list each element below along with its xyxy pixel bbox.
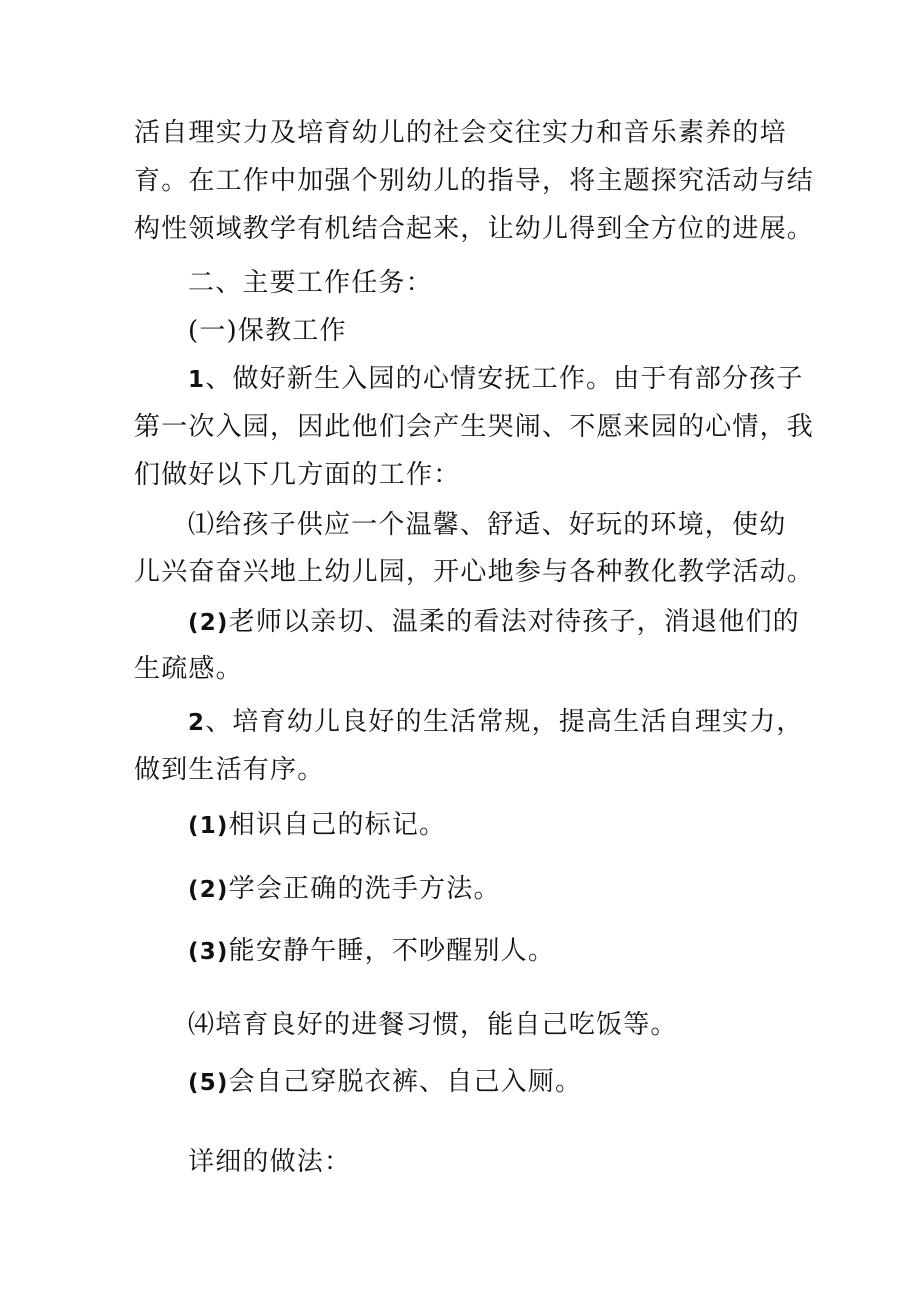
item2-sub-4-text: ⑷培育良好的进餐习惯，能自己吃饭等。 [188, 1010, 678, 1040]
item1-line-3: 们做好以下几方面的工作： [134, 460, 461, 490]
item1-number: 1 [188, 367, 206, 393]
item1-sub1-line-1: ⑴给孩子供应一个温馨、舒适、好玩的环境，使幼 [188, 510, 787, 540]
item2-sub-2 [188, 868, 501, 905]
item2-number: 2 [188, 710, 206, 736]
item2-sub-3 [188, 930, 555, 967]
item1-sub2-number: (2) [188, 610, 229, 636]
item2-line-1 [188, 701, 804, 738]
section-heading-tasks: 二、主要工作任务： [188, 268, 433, 298]
item2-sub-2-text: 学会正确的洗手方法。 [228, 874, 501, 904]
item2-sub-5 [188, 1061, 582, 1098]
item2-sub-1-text: 相识自己的标记。 [228, 810, 447, 840]
detail-heading: 详细的做法： [188, 1147, 352, 1177]
item1-line-2: 第一次入园，因此他们会产生哭闹、不愿来园的心情，我 [134, 412, 815, 442]
item2-sub-3-text: 能安静午睡，不吵醒别人。 [228, 936, 556, 966]
intro-line-1: 活自理实力及培育幼儿的社会交往实力和音乐素养的培 [134, 118, 787, 148]
intro-line-3: 构性领域教学有机结合起来，让幼儿得到全方位的进展。 [134, 214, 815, 244]
item2-line-2: 做到生活有序。 [134, 755, 325, 785]
item2-sub-2-number: (2) [188, 877, 229, 903]
item1-sub2-line-2: 生疏感。 [134, 654, 243, 684]
item2-sub-5-text: 会自己穿脱衣裤、自己入厕。 [228, 1067, 583, 1097]
item1-text-1: 、做好新生入园的心情安抚工作。由于有部分孩子 [205, 364, 804, 394]
item2-sub-5-number: (5) [188, 1070, 229, 1096]
item2-sub-1 [188, 804, 446, 841]
item1-sub2-line-1 [188, 601, 800, 638]
subsection-heading-care: (一)保教工作 [188, 316, 347, 346]
item1-line-1 [188, 358, 804, 395]
intro-line-2: 育。在工作中加强个别幼儿的指导，将主题探究活动与结 [134, 166, 815, 196]
item2-sub-1-number: (1) [188, 813, 229, 839]
item1-sub2-text-1: 老师以亲切、温柔的看法对待孩子，消退他们的 [228, 607, 800, 637]
item2-sub-4 [188, 1004, 678, 1041]
item2-sub-3-number: (3) [188, 939, 229, 965]
item2-text-1: 、培育幼儿良好的生活常规，提高生活自理实力， [205, 707, 804, 737]
item1-sub1-line-2: 儿兴奋奋兴地上幼儿园，开心地参与各种教化教学活动。 [134, 557, 815, 587]
